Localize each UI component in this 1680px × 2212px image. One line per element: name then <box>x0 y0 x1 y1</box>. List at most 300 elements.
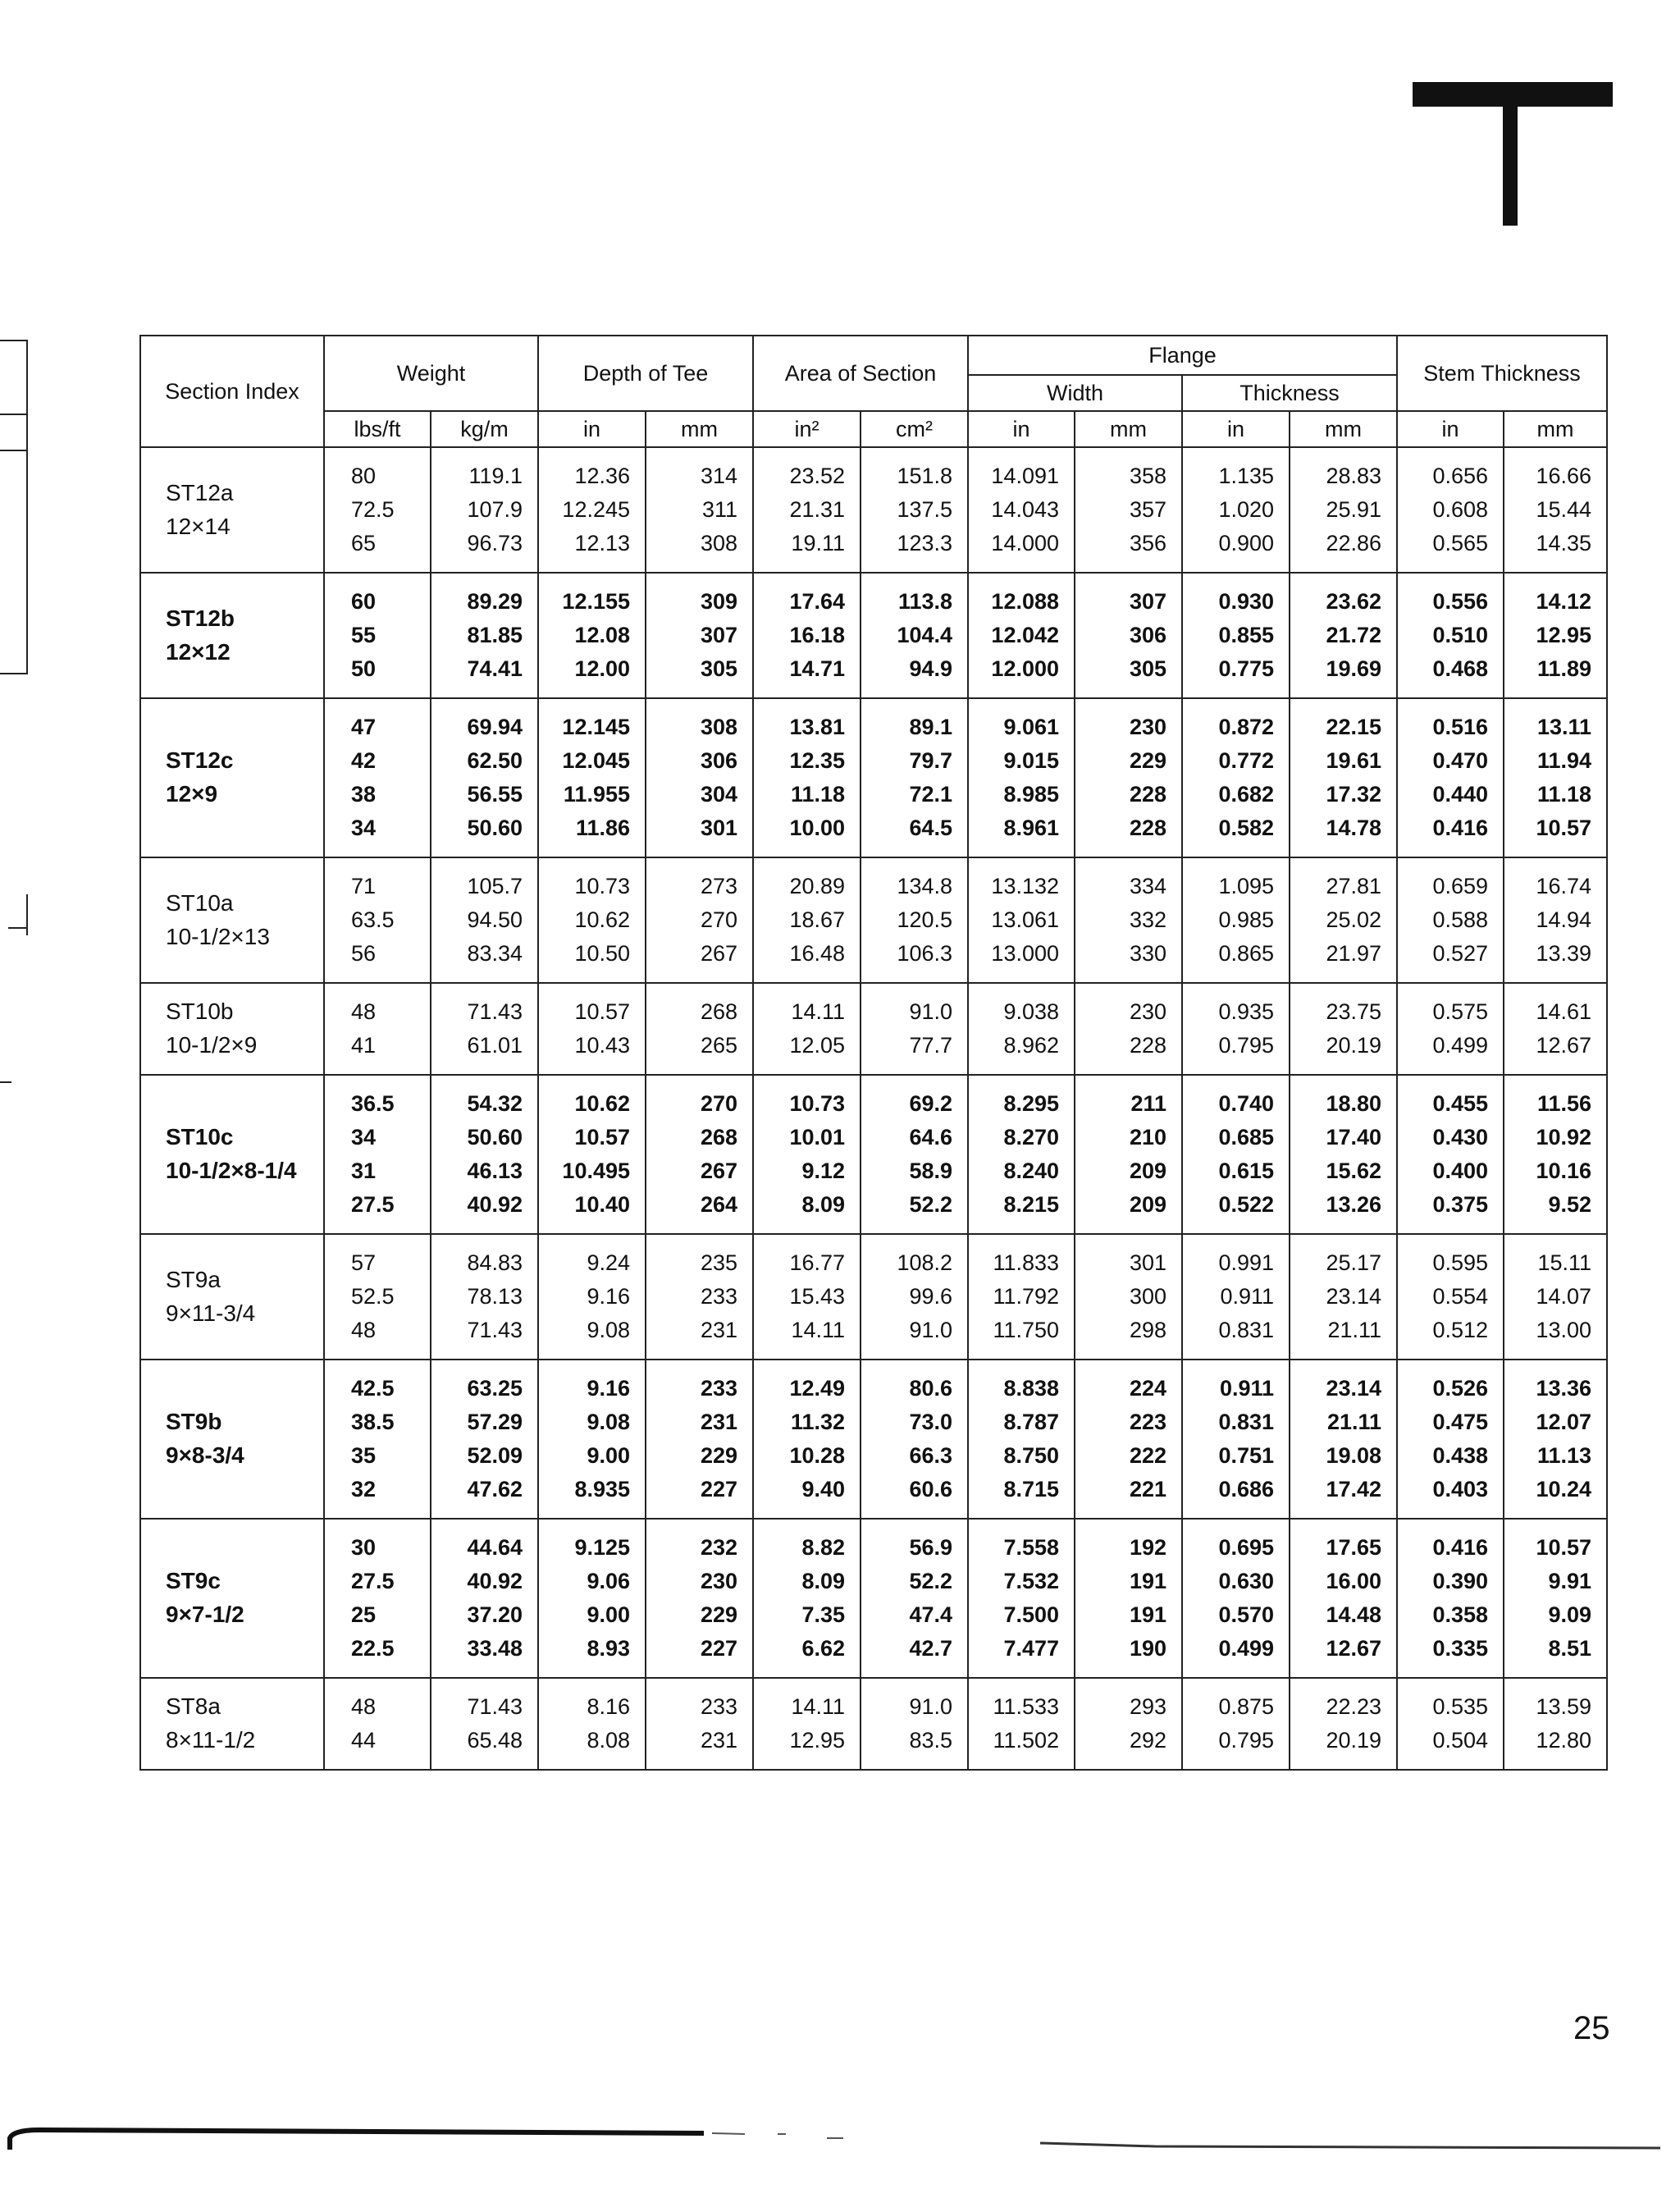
table-value: 8.09 <box>801 1192 846 1217</box>
table-value: 12.67 <box>1326 1636 1382 1661</box>
value-column-cell <box>968 447 1075 573</box>
table-value: 23.62 <box>1326 589 1382 614</box>
table-value: 15.43 <box>789 1284 846 1309</box>
value-column-cell <box>538 1075 646 1234</box>
section-name: ST9a <box>166 1266 221 1292</box>
table-value: 0.438 <box>1432 1443 1489 1468</box>
value-column-cell <box>1075 1519 1182 1678</box>
table-value: 22.23 <box>1326 1694 1382 1719</box>
table-value: 273 <box>700 874 738 898</box>
value-column-cell <box>968 698 1075 857</box>
section-size: 9×11-3/4 <box>166 1300 256 1326</box>
depth-header: Depth of Tee <box>538 336 753 411</box>
table-value: 0.795 <box>1218 1033 1275 1058</box>
table-value: 0.831 <box>1218 1410 1275 1434</box>
value-column-cell <box>1182 1519 1290 1678</box>
table-value: 0.930 <box>1218 589 1275 614</box>
table-value: 9.16 <box>587 1284 631 1309</box>
value-column-cell <box>431 447 538 573</box>
flange-width-header: Width <box>968 375 1182 411</box>
table-value: 8.838 <box>1003 1376 1060 1401</box>
table-value: 63.25 <box>467 1376 523 1401</box>
table-value: 56.9 <box>909 1535 953 1560</box>
section-name: ST10a <box>166 889 234 916</box>
table-value: 0.358 <box>1432 1602 1489 1627</box>
table-value: 229 <box>700 1443 738 1468</box>
table-value: 224 <box>1129 1376 1167 1401</box>
table-value: 13.36 <box>1536 1376 1592 1401</box>
table-value: 78.13 <box>467 1284 523 1309</box>
section-group-row <box>140 1519 1607 1678</box>
table-value: 0.630 <box>1218 1569 1275 1593</box>
table-value: 134.8 <box>897 874 953 898</box>
table-value: 12.08 <box>574 623 631 647</box>
table-value: 14.07 <box>1536 1284 1592 1309</box>
value-column-cell <box>861 447 968 573</box>
value-column-cell <box>861 1678 968 1770</box>
table-value: 0.659 <box>1432 874 1489 898</box>
flange-header: Flange <box>968 336 1397 375</box>
table-value: 9.061 <box>1003 715 1060 739</box>
table-value: 0.595 <box>1432 1250 1489 1275</box>
table-value: 7.477 <box>1003 1636 1060 1661</box>
table-value: 12.36 <box>574 464 631 488</box>
table-value: 0.911 <box>1219 1376 1275 1401</box>
table-value: 358 <box>1129 464 1167 488</box>
value-column-cell <box>538 573 646 698</box>
value-column-cell <box>1182 1678 1290 1770</box>
value-column-cell <box>431 1678 538 1770</box>
table-value: 305 <box>1129 656 1167 681</box>
table-value: 32 <box>351 1477 377 1501</box>
table-value: 69.2 <box>909 1091 953 1116</box>
value-column-cell <box>324 1234 431 1360</box>
table-value: 71.43 <box>467 1694 523 1719</box>
table-value: 0.615 <box>1218 1159 1275 1183</box>
table-value: 23.52 <box>789 464 846 488</box>
table-value: 18.67 <box>789 907 846 932</box>
section-name: ST12c <box>166 747 234 774</box>
table-value: 9.09 <box>1548 1602 1592 1627</box>
section-size: 10-1/2×13 <box>166 923 270 949</box>
value-column-cell <box>861 857 968 983</box>
table-value: 9.91 <box>1548 1569 1592 1593</box>
table-value: 8.270 <box>1003 1125 1060 1149</box>
value-column-cell <box>324 698 431 857</box>
value-column-cell <box>1182 857 1290 983</box>
table-value: 7.558 <box>1003 1535 1060 1560</box>
table-value: 14.043 <box>991 497 1060 522</box>
table-value: 12.000 <box>991 656 1060 681</box>
table-value: 107.9 <box>467 497 523 522</box>
table-value: 0.855 <box>1218 623 1275 647</box>
value-column-cell <box>1397 1678 1504 1770</box>
value-column-cell <box>1397 983 1504 1075</box>
value-column-cell <box>861 573 968 698</box>
table-value: 311 <box>701 497 738 522</box>
table-value: 13.81 <box>789 715 846 739</box>
table-value: 309 <box>700 589 738 614</box>
section-name: ST12a <box>166 479 234 505</box>
table-value: 332 <box>1129 907 1167 932</box>
section-group-row <box>140 1360 1607 1519</box>
table-value: 94.9 <box>909 656 953 681</box>
table-value: 233 <box>700 1376 738 1401</box>
table-value: 308 <box>700 715 738 739</box>
table-value: 0.455 <box>1432 1091 1489 1116</box>
table-value: 9.12 <box>801 1159 846 1183</box>
table-value: 9.16 <box>587 1376 631 1401</box>
table-value: 108.2 <box>897 1250 953 1275</box>
value-column-cell <box>646 1360 753 1519</box>
table-value: 54.32 <box>467 1091 523 1116</box>
table-value: 65 <box>351 531 377 555</box>
table-value: 61.01 <box>467 1033 523 1058</box>
table-value: 48 <box>351 1694 377 1719</box>
value-column-cell <box>1075 573 1182 698</box>
table-value: 69.94 <box>467 715 523 739</box>
value-column-cell <box>861 1234 968 1360</box>
section-name: ST10c <box>166 1124 234 1150</box>
table-value: 10.57 <box>574 999 631 1024</box>
unit-header: mm <box>1504 411 1607 447</box>
value-column-cell <box>968 1678 1075 1770</box>
table-value: 22.15 <box>1326 715 1382 739</box>
unit-header: lbs/ft <box>324 411 431 447</box>
section-size: 12×14 <box>166 513 231 539</box>
value-column-cell <box>1397 1519 1504 1678</box>
table-value: 8.240 <box>1003 1159 1060 1183</box>
table-value: 17.32 <box>1326 782 1382 807</box>
table-value: 73.0 <box>909 1410 953 1434</box>
section-group-row <box>140 1075 1607 1234</box>
section-name: ST8a <box>166 1693 221 1720</box>
table-value: 0.468 <box>1432 656 1489 681</box>
table-value: 23.75 <box>1326 999 1382 1024</box>
table-value: 33.48 <box>467 1636 523 1661</box>
value-column-cell <box>753 573 861 698</box>
value-column-cell <box>1075 1678 1182 1770</box>
table-value: 74.41 <box>467 656 523 681</box>
table-value: 113.8 <box>897 589 953 614</box>
table-value: 22.86 <box>1326 531 1382 555</box>
value-column-cell <box>968 857 1075 983</box>
value-column-cell <box>1397 573 1504 698</box>
value-column-cell <box>431 1075 538 1234</box>
value-column-cell <box>538 1360 646 1519</box>
value-column-cell <box>646 857 753 983</box>
value-column-cell <box>431 1360 538 1519</box>
table-value: 13.59 <box>1536 1694 1592 1719</box>
stem-thickness-header: Stem Thickness <box>1397 336 1607 411</box>
table-value: 0.608 <box>1432 497 1489 522</box>
table-value: 10.73 <box>789 1091 846 1116</box>
table-value: 99.6 <box>909 1284 953 1309</box>
value-column-cell <box>324 1075 431 1234</box>
table-value: 9.125 <box>574 1535 631 1560</box>
table-value: 191 <box>1129 1569 1167 1593</box>
table-value: 231 <box>700 1410 738 1434</box>
table-value: 12.05 <box>789 1033 846 1058</box>
table-value: 13.00 <box>1536 1318 1592 1342</box>
table-value: 10.92 <box>1536 1125 1592 1149</box>
value-column-cell <box>646 1519 753 1678</box>
value-column-cell <box>1504 983 1607 1075</box>
value-column-cell <box>1075 698 1182 857</box>
table-value: 11.533 <box>993 1694 1060 1719</box>
table-value: 8.51 <box>1548 1636 1592 1661</box>
table-value: 14.11 <box>791 1318 846 1342</box>
table-value: 14.11 <box>791 999 846 1024</box>
section-designation <box>140 1678 324 1770</box>
table-value: 71.43 <box>467 999 523 1024</box>
table-value: 304 <box>700 782 738 807</box>
table-value: 0.831 <box>1218 1318 1275 1342</box>
table-value: 48 <box>351 999 377 1024</box>
table-value: 9.40 <box>801 1477 846 1501</box>
table-value: 8.295 <box>1003 1091 1060 1116</box>
table-value: 14.091 <box>991 464 1060 488</box>
table-value: 19.69 <box>1326 656 1382 681</box>
table-value: 10.57 <box>1536 1535 1592 1560</box>
value-column-cell <box>753 1360 861 1519</box>
structural-tee-table <box>139 335 1608 1771</box>
table-value: 8.08 <box>587 1728 631 1753</box>
table-value: 301 <box>1129 1250 1167 1275</box>
section-name: ST9c <box>166 1568 221 1594</box>
table-value: 10.57 <box>574 1125 631 1149</box>
table-value: 106.3 <box>897 941 953 966</box>
table-value: 11.955 <box>563 782 631 807</box>
table-value: 120.5 <box>897 907 953 932</box>
value-column-cell <box>1290 573 1397 698</box>
table-value: 27.81 <box>1326 874 1382 898</box>
section-name: ST10b <box>166 999 234 1025</box>
table-value: 11.86 <box>575 816 631 840</box>
table-value: 96.73 <box>467 531 523 555</box>
section-size: 10-1/2×8-1/4 <box>166 1158 297 1183</box>
table-value: 0.556 <box>1432 589 1489 614</box>
table-value: 0.375 <box>1432 1192 1489 1217</box>
table-value: 9.038 <box>1003 999 1060 1024</box>
value-column-cell <box>753 1678 861 1770</box>
table-value: 267 <box>700 941 738 966</box>
table-value: 230 <box>700 1569 738 1593</box>
section-group-row <box>140 983 1607 1075</box>
section-name: ST9b <box>166 1409 222 1435</box>
table-value: 292 <box>1129 1728 1167 1753</box>
table-value: 34 <box>351 816 377 840</box>
section-size: 9×8-3/4 <box>166 1442 244 1468</box>
value-column-cell <box>324 1360 431 1519</box>
table-value: 50 <box>351 656 377 681</box>
table-value: 0.795 <box>1218 1728 1275 1753</box>
unit-header: mm <box>646 411 753 447</box>
table-value: 64.6 <box>909 1125 953 1149</box>
table-value: 298 <box>1129 1318 1167 1342</box>
unit-header: in <box>538 411 646 447</box>
table-value: 10.73 <box>574 874 631 898</box>
table-value: 228 <box>1129 782 1167 807</box>
table-value: 38.5 <box>351 1410 395 1434</box>
table-value: 0.335 <box>1432 1636 1489 1661</box>
table-value: 25.17 <box>1326 1250 1382 1275</box>
table-value: 57 <box>351 1250 377 1275</box>
table-value: 9.24 <box>587 1250 631 1275</box>
table-value: 14.35 <box>1536 531 1592 555</box>
section-index-header: Section Index <box>140 336 324 447</box>
table-value: 12.245 <box>562 497 631 522</box>
value-column-cell <box>753 857 861 983</box>
table-value: 19.08 <box>1326 1443 1382 1468</box>
table-value: 16.77 <box>789 1250 846 1275</box>
table-value: 52.2 <box>909 1569 953 1593</box>
table-value: 11.833 <box>993 1250 1060 1275</box>
table-value: 23.14 <box>1326 1376 1382 1401</box>
table-value: 330 <box>1129 941 1167 966</box>
table-value: 18.80 <box>1326 1091 1382 1116</box>
value-column-cell <box>538 1519 646 1678</box>
table-value: 10.40 <box>574 1192 631 1217</box>
value-column-cell <box>1182 1075 1290 1234</box>
value-column-cell <box>538 1678 646 1770</box>
table-value: 8.93 <box>587 1636 631 1661</box>
table-value: 0.991 <box>1218 1250 1275 1275</box>
value-column-cell <box>1397 1234 1504 1360</box>
table-value: 14.11 <box>791 1694 846 1719</box>
value-column-cell <box>1075 857 1182 983</box>
table-value: 58.9 <box>909 1159 953 1183</box>
margin-marks <box>0 0 33 1313</box>
table-value: 314 <box>700 464 738 488</box>
table-value: 8.09 <box>801 1569 846 1593</box>
table-value: 25 <box>351 1602 377 1627</box>
table-value: 17.40 <box>1326 1125 1382 1149</box>
section-designation <box>140 1234 324 1360</box>
value-column-cell <box>538 857 646 983</box>
table-value: 9.00 <box>587 1443 631 1468</box>
table-value: 34 <box>351 1125 377 1149</box>
table-value: 8.715 <box>1003 1477 1060 1501</box>
value-column-cell <box>1397 1075 1504 1234</box>
flange-thickness-header: Thickness <box>1182 375 1397 411</box>
table-value: 79.7 <box>909 748 953 773</box>
unit-header: mm <box>1290 411 1397 447</box>
section-size: 9×7-1/2 <box>166 1602 244 1627</box>
table-value: 52.5 <box>351 1284 395 1309</box>
value-column-cell <box>1504 447 1607 573</box>
table-value: 0.570 <box>1218 1602 1275 1627</box>
table-value: 0.554 <box>1432 1284 1489 1309</box>
table-value: 16.18 <box>789 623 846 647</box>
table-value: 14.61 <box>1536 999 1592 1024</box>
table-value: 65.48 <box>467 1728 523 1753</box>
table-value: 305 <box>700 656 738 681</box>
table-value: 16.66 <box>1536 464 1592 488</box>
table-value: 0.565 <box>1432 531 1489 555</box>
value-column-cell <box>431 857 538 983</box>
unit-header: in <box>1397 411 1504 447</box>
table-value: 104.4 <box>897 623 953 647</box>
table-value: 0.900 <box>1218 531 1275 555</box>
table-value: 231 <box>700 1728 738 1753</box>
table-value: 0.470 <box>1432 748 1489 773</box>
table-value: 123.3 <box>897 531 953 555</box>
table-value: 56 <box>351 941 377 966</box>
table-value: 7.500 <box>1003 1602 1060 1627</box>
table-value: 37.20 <box>467 1602 523 1627</box>
table-value: 0.516 <box>1432 715 1489 739</box>
table-value: 9.52 <box>1548 1192 1592 1217</box>
value-column-cell <box>1290 857 1397 983</box>
table-value: 0.522 <box>1218 1192 1275 1217</box>
table-value: 14.12 <box>1536 589 1592 614</box>
table-value: 42 <box>351 748 377 773</box>
value-column-cell <box>753 1519 861 1678</box>
table-value: 11.502 <box>993 1728 1060 1753</box>
table-value: 235 <box>700 1250 738 1275</box>
table-value: 10.00 <box>789 816 846 840</box>
table-value: 11.18 <box>790 782 846 807</box>
table-value: 44.64 <box>467 1535 523 1560</box>
table-value: 0.430 <box>1432 1125 1489 1149</box>
section-size: 10-1/2×9 <box>166 1032 258 1058</box>
table-value: 89.29 <box>467 589 523 614</box>
value-column-cell <box>646 1678 753 1770</box>
value-column-cell <box>1504 1519 1607 1678</box>
value-column-cell <box>538 1234 646 1360</box>
section-group-row <box>140 573 1607 698</box>
value-column-cell <box>1182 447 1290 573</box>
table-value: 105.7 <box>467 874 523 898</box>
table-value: 50.60 <box>467 816 523 840</box>
value-column-cell <box>1397 447 1504 573</box>
table-value: 17.64 <box>789 589 846 614</box>
table-value: 0.499 <box>1432 1033 1489 1058</box>
table-value: 17.42 <box>1326 1477 1382 1501</box>
section-designation <box>140 447 324 573</box>
table-value: 12.49 <box>789 1376 846 1401</box>
table-value: 11.56 <box>1536 1091 1592 1116</box>
value-column-cell <box>324 573 431 698</box>
unit-header: cm² <box>861 411 968 447</box>
value-column-cell <box>1182 698 1290 857</box>
table-value: 12.80 <box>1536 1728 1592 1753</box>
table-value: 209 <box>1129 1159 1167 1183</box>
table-value: 21.11 <box>1326 1410 1382 1434</box>
section-designation <box>140 983 324 1075</box>
table-value: 77.7 <box>909 1033 953 1058</box>
section-group-row <box>140 857 1607 983</box>
table-value: 210 <box>1129 1125 1167 1149</box>
value-column-cell <box>1397 857 1504 983</box>
table-value: 0.740 <box>1218 1091 1275 1116</box>
section-name: ST12b <box>166 605 235 631</box>
bottom-rule <box>7 2127 1664 2151</box>
value-column-cell <box>1182 573 1290 698</box>
table-value: 19.11 <box>791 531 846 555</box>
table-value: 10.28 <box>789 1443 846 1468</box>
table-value: 270 <box>700 907 738 932</box>
value-column-cell <box>1290 1234 1397 1360</box>
value-column-cell <box>646 447 753 573</box>
table-value: 15.11 <box>1537 1250 1592 1275</box>
table-value: 0.512 <box>1432 1318 1489 1342</box>
table-value: 83.34 <box>467 941 523 966</box>
value-column-cell <box>1504 1075 1607 1234</box>
value-column-cell <box>1290 1075 1397 1234</box>
table-value: 62.50 <box>467 748 523 773</box>
